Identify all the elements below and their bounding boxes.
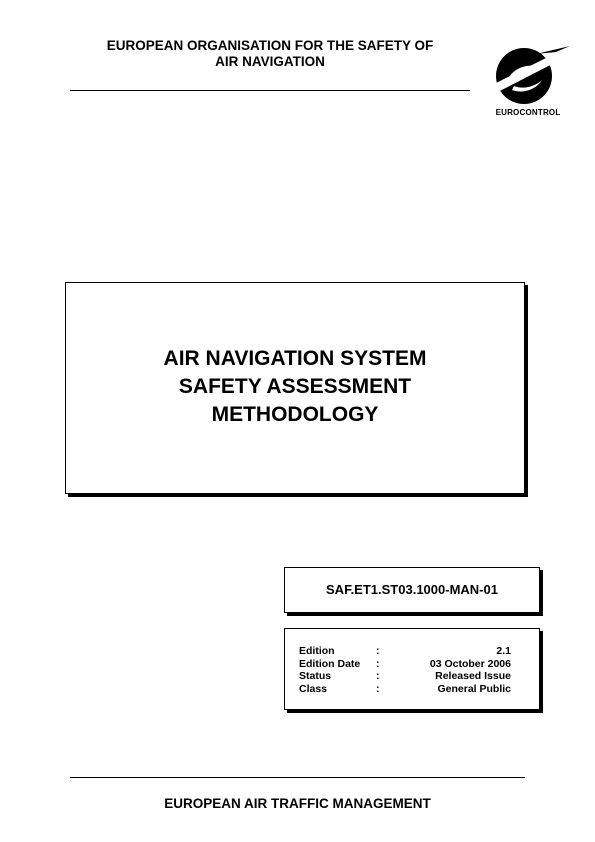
organisation-header — [70, 38, 470, 70]
info-separator: : — [376, 682, 380, 695]
info-row-status — [299, 670, 511, 683]
info-separator: : — [376, 645, 380, 657]
document-title — [66, 345, 524, 429]
footer-title: EUROPEAN AIR TRAFFIC MANAGEMENT — [164, 796, 431, 811]
logo-wordmark: EUROCONTROL — [495, 108, 561, 117]
info-row-edition — [299, 645, 511, 658]
footer-divider — [70, 777, 525, 778]
document-reference-code: SAF.ET1.ST03.1000-MAN-01 — [326, 582, 498, 597]
header-divider — [70, 90, 470, 91]
title-line1: AIR NAVIGATION SYSTEM — [163, 347, 427, 370]
title-line3: METHODOLOGY — [211, 403, 379, 426]
info-value: 03 October 2006 — [429, 657, 511, 670]
document-info-table — [299, 645, 511, 695]
info-value: 2.1 — [496, 645, 511, 657]
info-value: Released Issue — [435, 670, 511, 682]
title-line2: SAFETY ASSESSMENT — [178, 375, 412, 398]
info-label: Edition Date — [299, 657, 361, 670]
eurocontrol-logo-icon — [484, 40, 572, 110]
organisation-name-line1: EUROPEAN ORGANISATION FOR THE SAFETY OF — [106, 38, 434, 53]
info-label: Status — [299, 670, 332, 682]
info-separator: : — [376, 670, 380, 682]
info-value: General Public — [437, 682, 511, 695]
info-label: Edition — [299, 645, 335, 657]
title-box — [65, 282, 525, 494]
info-row-class — [299, 683, 511, 696]
document-info-box — [284, 628, 540, 710]
reference-box — [284, 567, 540, 613]
info-label: Class — [299, 682, 328, 695]
eurocontrol-logo — [484, 40, 572, 120]
info-row-edition-date — [299, 658, 511, 671]
organisation-name-line2: AIR NAVIGATION — [215, 54, 325, 69]
info-separator: : — [376, 657, 380, 670]
